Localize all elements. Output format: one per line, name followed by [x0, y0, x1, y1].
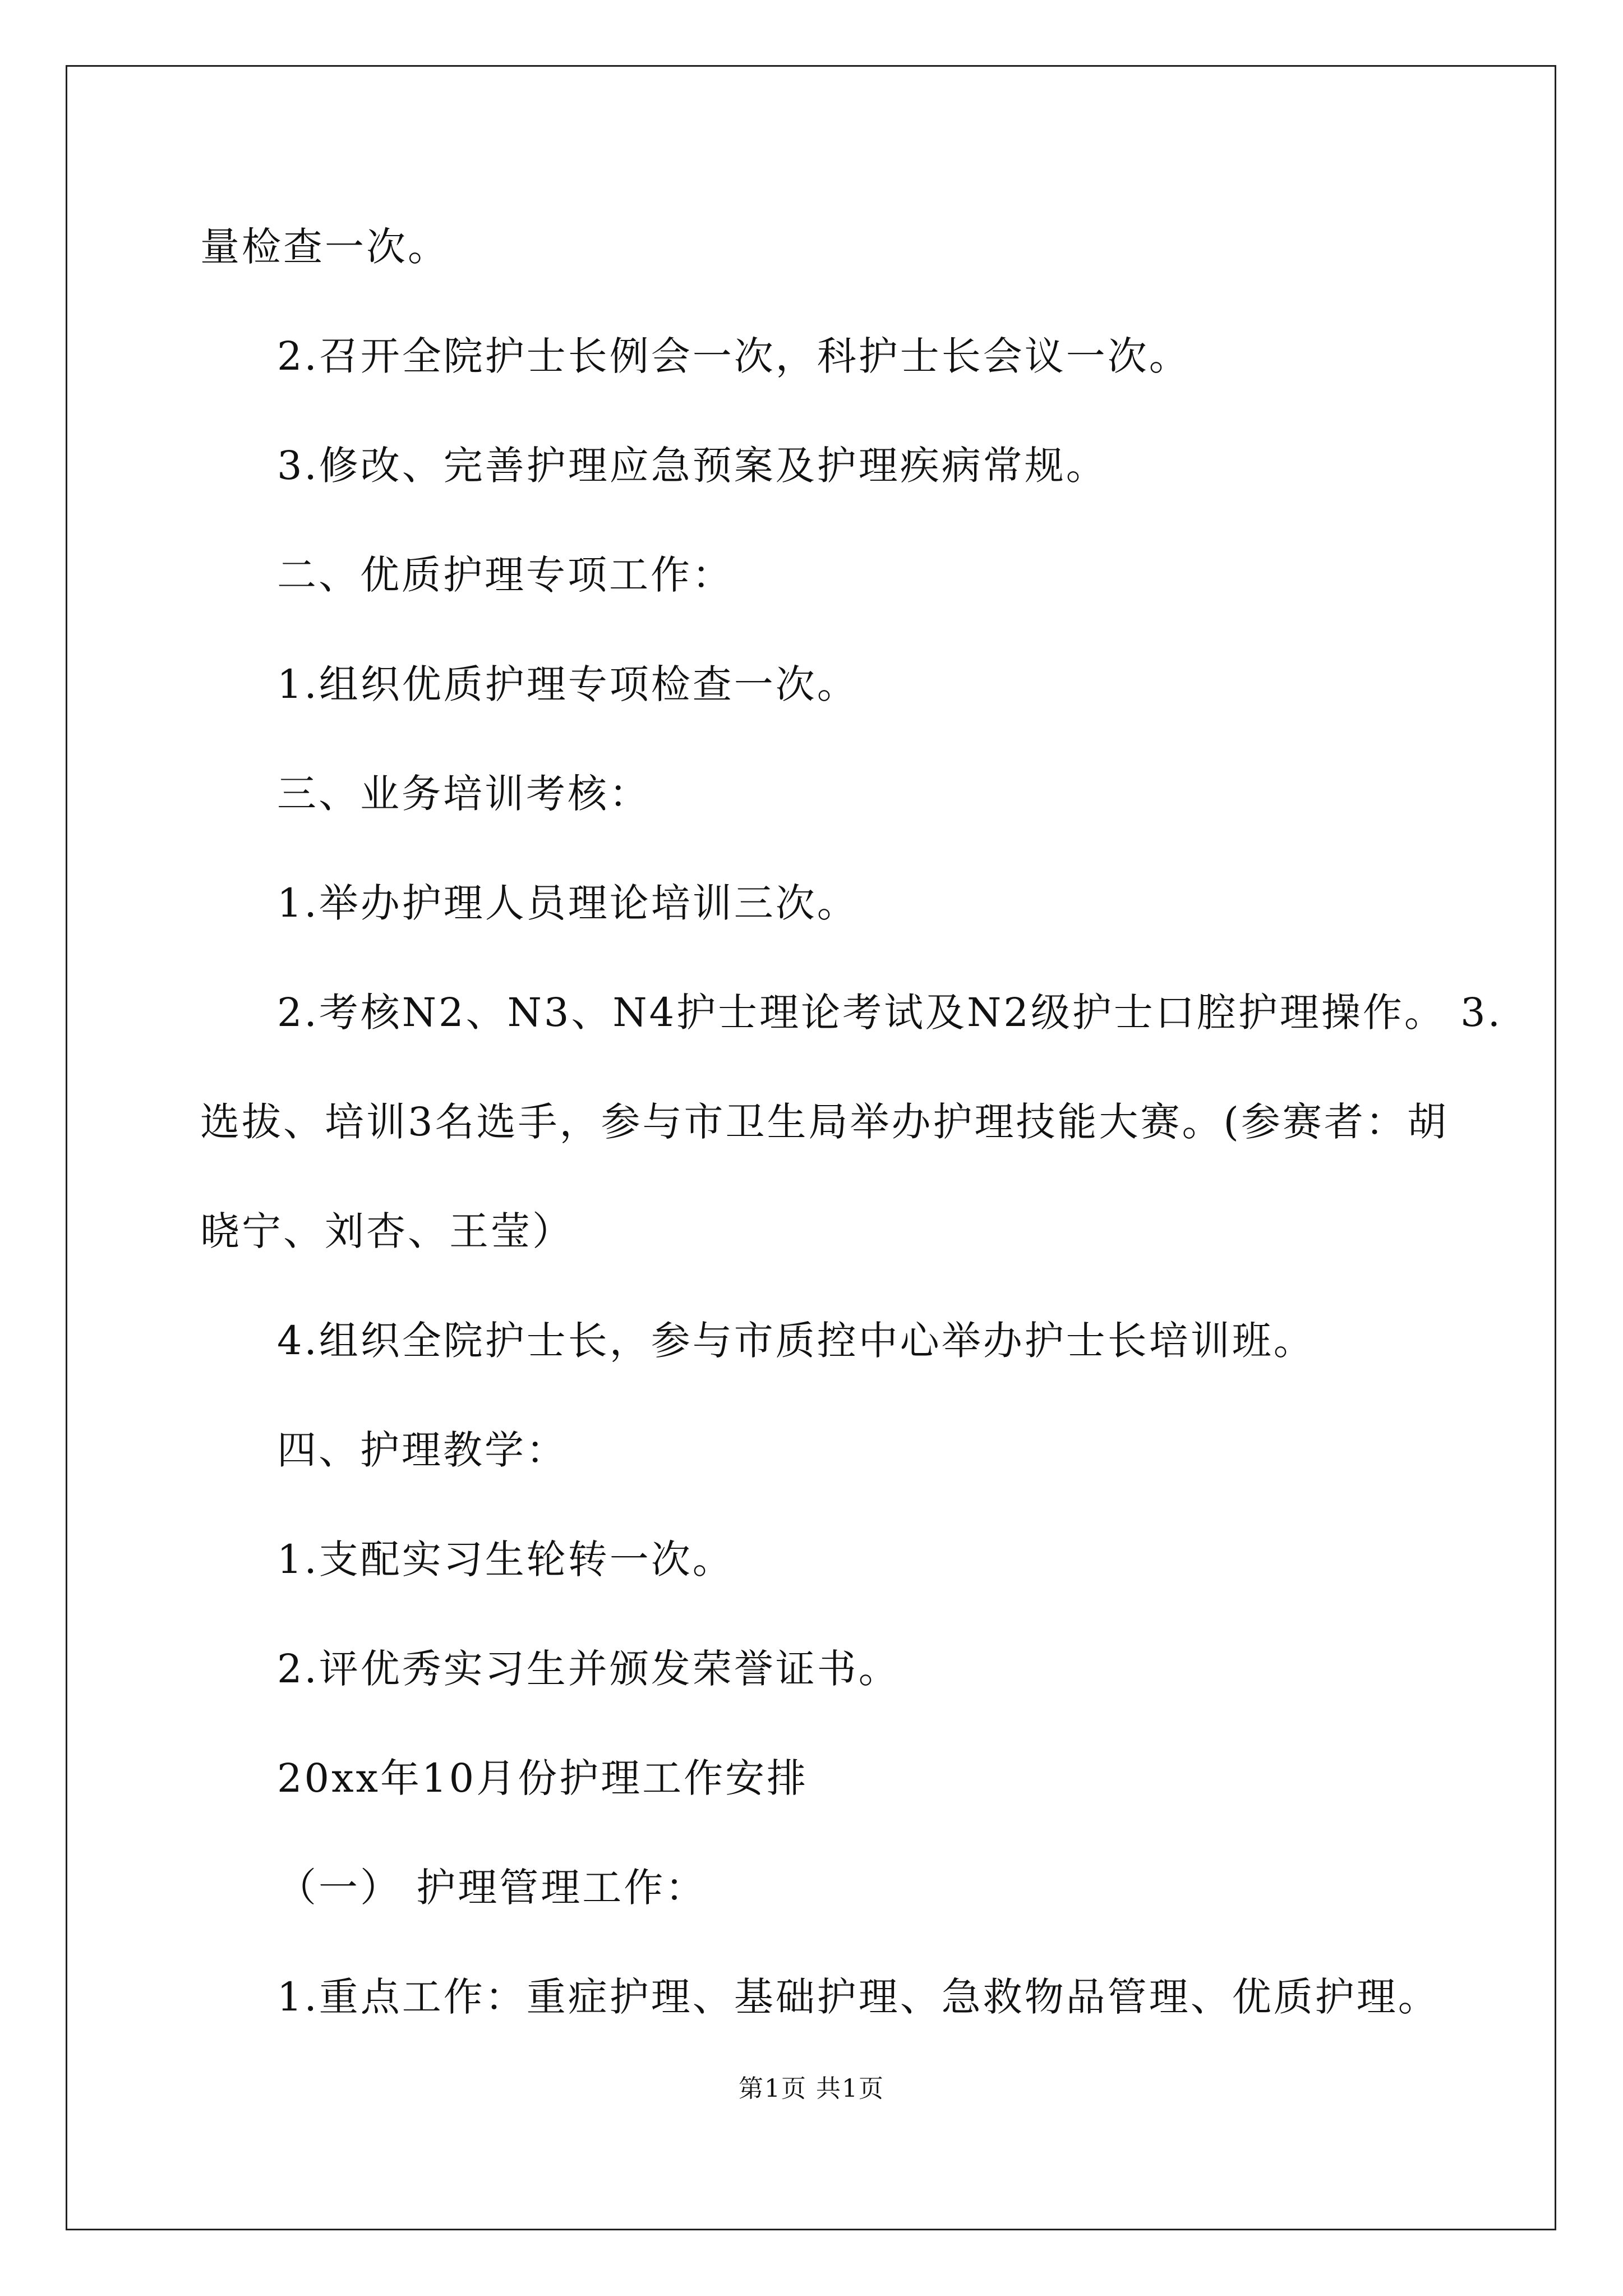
text-line-9: 选拔、培训3名选手，参与市卫生局举办护理技能大赛。(参赛者：胡 — [200, 1099, 1449, 1145]
text-line-7: 1.举办护理人员理论培训三次。 — [277, 880, 859, 926]
schedule-title: 20xx年10月份护理工作安排 — [277, 1755, 809, 1801]
section-heading-4: 四、护理教学： — [277, 1427, 568, 1473]
text-line-5: 1.组织优质护理专项检查一次。 — [277, 661, 859, 707]
page-footer: 第1页 共1页 — [739, 2074, 884, 2103]
text-line-2: 2.召开全院护士长例会一次，科护士长会议一次。 — [277, 333, 1191, 379]
text-line-3: 3.修改、完善护理应急预案及护理疾病常规。 — [277, 443, 1108, 489]
text-line-1: 量检查一次。 — [200, 224, 449, 270]
text-line-8: 2.考核N2、N3、N4护士理论考试及N2级护士口腔护理操作。 3. — [277, 990, 1502, 1036]
text-line-17: 1.重点工作：重症护理、基础护理、急救物品管理、优质护理。 — [277, 1974, 1440, 2020]
text-line-10: 晓宁、刘杏、王莹） — [200, 1208, 574, 1254]
text-line-13: 1.支配实习生轮转一次。 — [277, 1536, 734, 1582]
section-heading-2: 二、优质护理专项工作： — [277, 552, 734, 598]
text-line-11: 4.组织全院护士长，参与市质控中心举办护士长培训班。 — [277, 1318, 1315, 1364]
subsection-heading-1: （一） 护理管理工作： — [277, 1865, 707, 1911]
text-line-14: 2.评优秀实习生并颁发荣誉证书。 — [277, 1646, 900, 1692]
section-heading-3: 三、业务培训考核： — [277, 771, 651, 817]
